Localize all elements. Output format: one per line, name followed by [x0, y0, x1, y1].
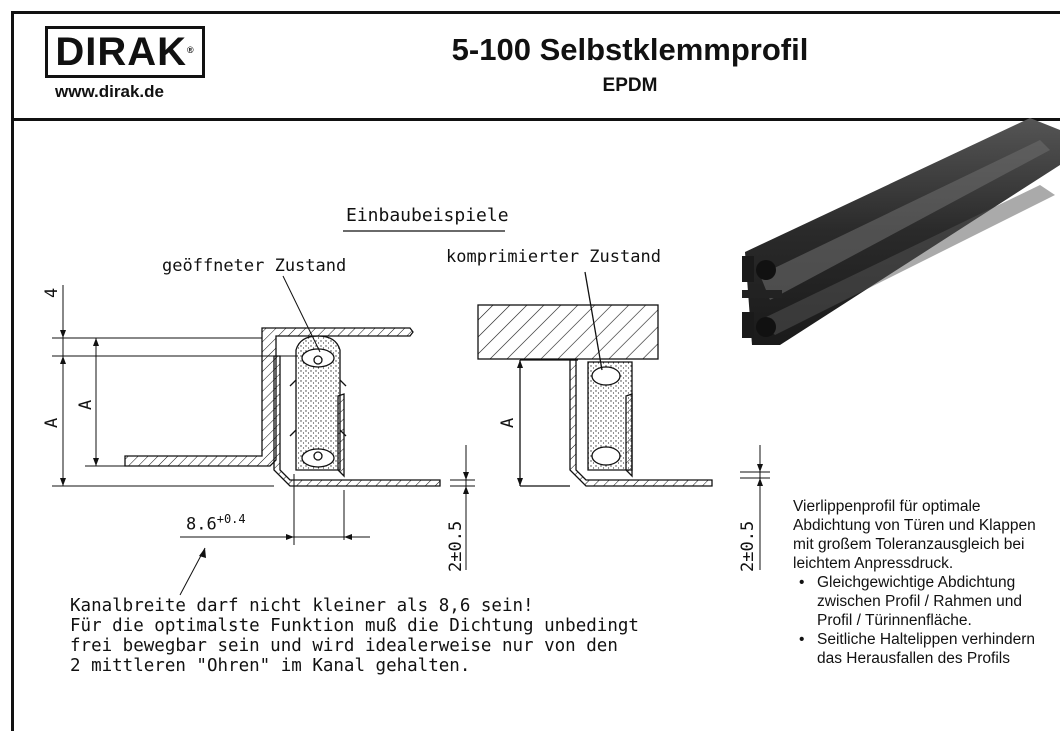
label-open-state: geöffneter Zustand: [162, 256, 347, 276]
dim-tolerance-left-label: 2±0.5: [446, 520, 466, 572]
note-line: frei bewegbar sein und wird idealerweise nur von den: [70, 636, 618, 656]
feature-item: • Gleichgewichtige Abdichtung zwischen Profil / Rahmen und Profil / Türinnenfläche.: [793, 573, 1038, 630]
label-compressed-state: komprimierter Zustand: [446, 247, 661, 267]
note-line: 2 mittleren "Ohren" im Kanal gehalten.: [70, 656, 471, 676]
dim-a-outer-label: A: [42, 417, 62, 428]
page-title: 5-100 Selbstklemmprofil: [451, 32, 809, 67]
product-photo: [742, 118, 1060, 345]
product-description: [793, 497, 1038, 668]
right-example: [478, 272, 712, 486]
note-line: Für die optimalste Funktion muß die Dichtung unbedingt: [70, 616, 639, 636]
dim-4-label: 4: [42, 287, 62, 298]
dim-a-right-label: A: [498, 417, 518, 428]
left-example: [125, 328, 440, 486]
feature-item: • Seitliche Haltelippen verhindern das Herausfallen des Profils: [793, 630, 1038, 668]
dim-a-inner-label: A: [76, 399, 96, 410]
drawing-heading: Einbaubeispiele: [346, 205, 509, 226]
material-subtitle: EPDM: [602, 75, 658, 96]
dim-width-label: $8.6^{+0.4}$: [186, 512, 246, 535]
description-intro: Vierlippenprofil für optimale Abdichtung von Türen und Klappen mit großem Toleranzausgleich bei leichtem Anpressdruck.: [793, 498, 1036, 572]
dirak-logo: DIRAK®: [45, 26, 205, 78]
website-url: www.dirak.de: [55, 82, 164, 101]
dimension-arrows: [60, 330, 763, 558]
left-dimensions: [52, 276, 770, 595]
note-line: Kanalbreite darf nicht kleiner als 8,6 sein!: [70, 596, 534, 616]
feature-list: [793, 573, 1038, 668]
installation-note: [70, 596, 639, 676]
dim-tolerance-right-label: 2±0.5: [738, 520, 758, 572]
